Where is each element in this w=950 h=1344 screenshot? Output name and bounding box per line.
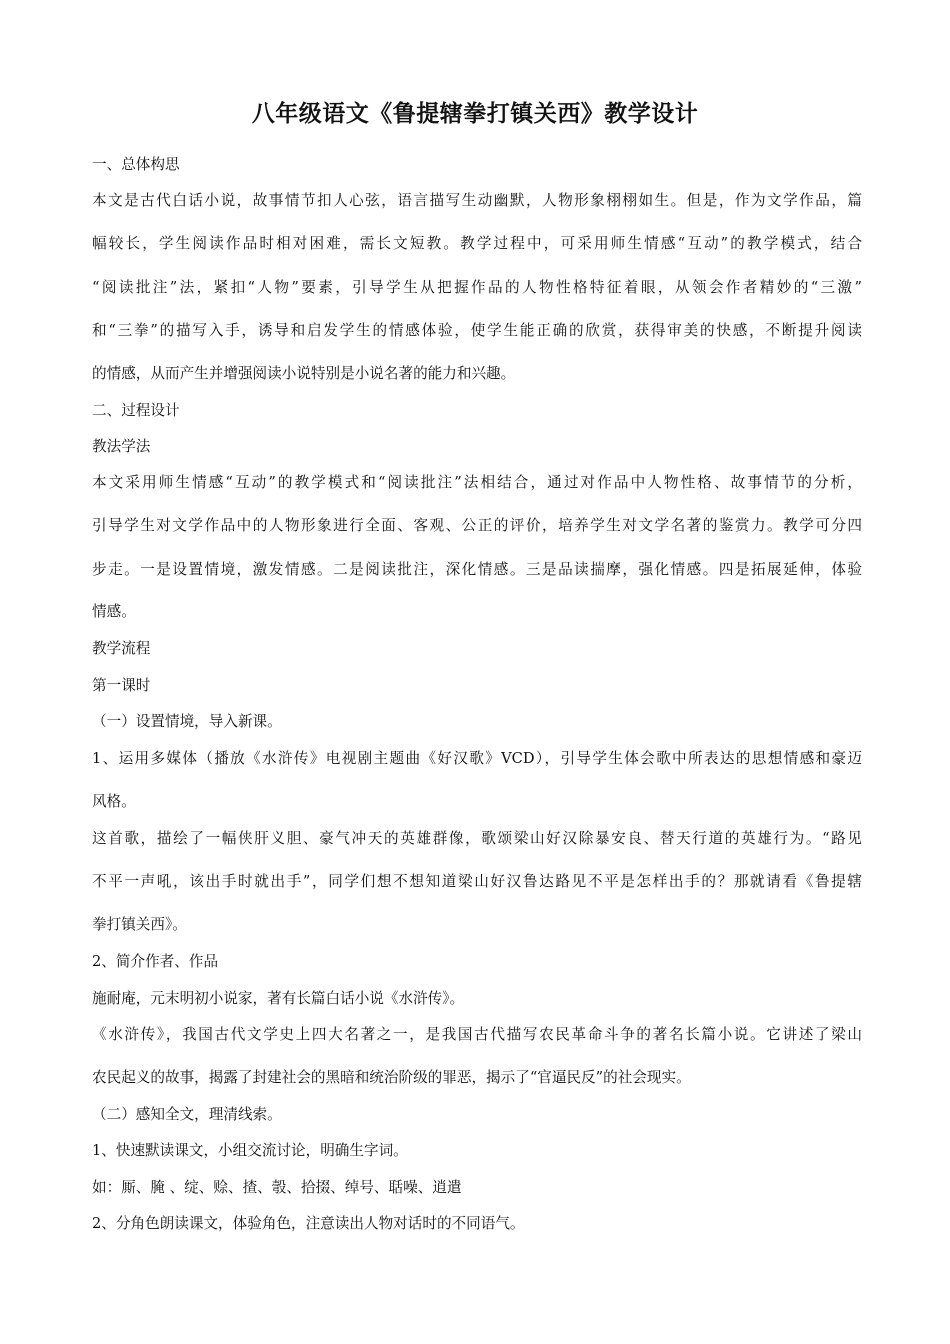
subheading-first-lesson: 第一课时 [92, 677, 151, 694]
paragraph-line: 风格。 [92, 793, 136, 810]
paragraph-line: 这首歌，描绘了一幅侠肝义胆、豪气冲天的英雄群像，歌颂梁山好汉除暴安良、替天行道的英雄行为。“路见 [92, 830, 862, 847]
section-heading: （一）设置情境，导入新课。 [92, 713, 282, 730]
paragraph-line: 施耐庵，元末明初小说家，著有长篇白话小说《水浒传》。 [92, 990, 465, 1007]
paragraph-line: 2、分角色朗读课文，体验角色，注意读出人物对话时的不同语气。 [92, 1215, 525, 1232]
heading-overall-concept: 一、总体构思 [92, 156, 180, 173]
document-title: 八年级语文《鲁提辖拳打镇关西》教学设计 [251, 101, 699, 127]
paragraph-line: 本文是古代白话小说，故事情节扣人心弦，语言描写生动幽默，人物形象栩栩如生。但是，作为文学作品，篇 [92, 192, 862, 209]
subheading-teaching-flow: 教学流程 [92, 640, 151, 657]
paragraph-line: 步走。一是设置情境，激发情感。二是阅读批注，深化情感。三是品读揣摩，强化情感。四是拓展延伸，体验 [92, 561, 862, 578]
paragraph-line: 农民起义的故事，揭露了封建社会的黑暗和统治阶级的罪恶，揭示了“官逼民反”的社会现实。 [92, 1069, 691, 1086]
paragraph-line: 情感。 [92, 603, 136, 620]
paragraph-line: 本文采用师生情感“互动”的教学模式和“阅读批注”法相结合，通过对作品中人物性格、故事情节的分析， [92, 474, 862, 491]
paragraph-line: 1、运用多媒体（播放《水浒传》电视剧主题曲《好汉歌》VCD），引导学生体会歌中所表达的思想情感和豪迈 [92, 750, 862, 767]
paragraph-line: “阅读批注”法，紧扣“人物”要素，引导学生从把握作品的人物性格特征着眼，从领会作者精妙的“三激” [92, 279, 862, 296]
paragraph-line: 《水浒传》，我国古代文学史上四大名著之一，是我国古代描写农民革命斗争的著名长篇小说。它讲述了梁山 [92, 1026, 862, 1043]
heading-process-design: 二、过程设计 [92, 402, 180, 419]
paragraph-line: 的情感，从而产生并增强阅读小说特别是小说名著的能力和兴趣。 [92, 365, 516, 382]
paragraph-line: 和“三拳”的描写入手，诱导和启发学生的情感体验，使学生能正确的欣赏，获得审美的快感，不断提升阅读 [92, 322, 862, 339]
paragraph-line: 引导学生对文学作品中的人物形象进行全面、客观、公正的评价，培养学生对文学名著的鉴赏力。教学可分四 [92, 517, 862, 534]
paragraph-line: 不平一声吼，该出手时就出手”，同学们想不想知道梁山好汉鲁达路见不平是怎样出手的？那就请看《鲁提辖 [92, 873, 862, 890]
subheading-teaching-methods: 教法学法 [92, 438, 151, 455]
paragraph-line: 拳打镇关西》。 [92, 916, 187, 933]
paragraph-line: 1、快速默读课文，小组交流讨论，明确生字词。 [92, 1142, 408, 1159]
section-heading: 2、简介作者、作品 [92, 953, 219, 970]
paragraph-line: 幅较长，学生阅读作品时相对困难，需长文短教。教学过程中，可采用师生情感“互动”的教学模式，结合 [92, 235, 862, 252]
section-heading: （二）感知全文，理清线索。 [92, 1106, 282, 1123]
paragraph-line: 如：厮、腌 、绽、赊、揸、彀、拾掇、绰号、聒噪、逍遣 [92, 1179, 462, 1196]
